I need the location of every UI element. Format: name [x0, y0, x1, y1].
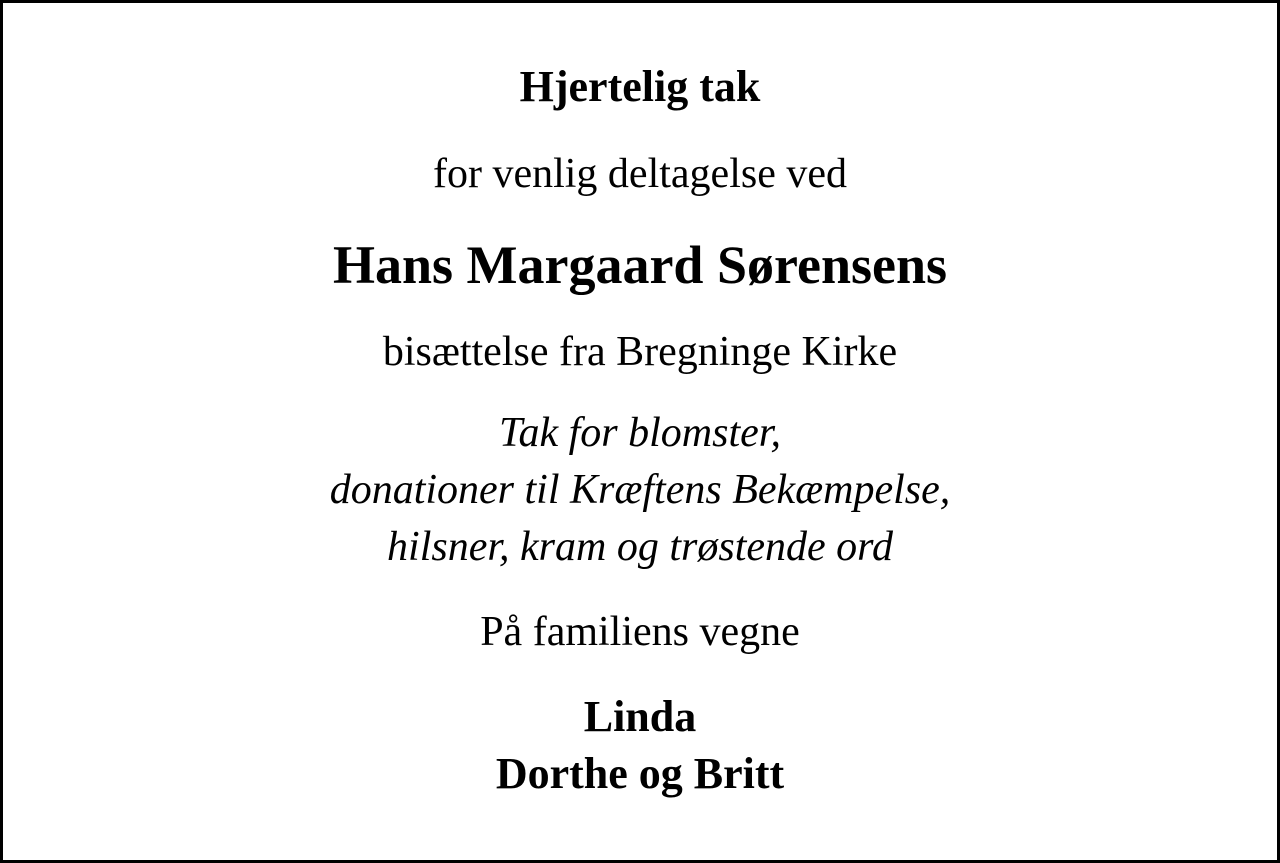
ceremony-text: bisættelse fra Bregninge Kirke: [382, 329, 898, 375]
signature: Linda: [583, 692, 697, 741]
thanks-line: hilsner, kram og trøstende ord: [387, 524, 893, 570]
notice-intro: for venlig deltagelse ved: [432, 151, 847, 197]
thanks-line: donationer til Kræftens Bekæmpelse,: [329, 467, 951, 513]
thanks-block: [0, 405, 1280, 576]
on-behalf-text: På familiens vegne: [480, 609, 800, 655]
signature: Dorthe og Britt: [495, 749, 785, 798]
thanks-line: Tak for blomster,: [498, 410, 781, 456]
deceased-name: Hans Margaard Sørensens: [332, 235, 948, 295]
notice-heading: Hjertelig tak: [519, 62, 761, 111]
signatures: [0, 688, 1280, 802]
